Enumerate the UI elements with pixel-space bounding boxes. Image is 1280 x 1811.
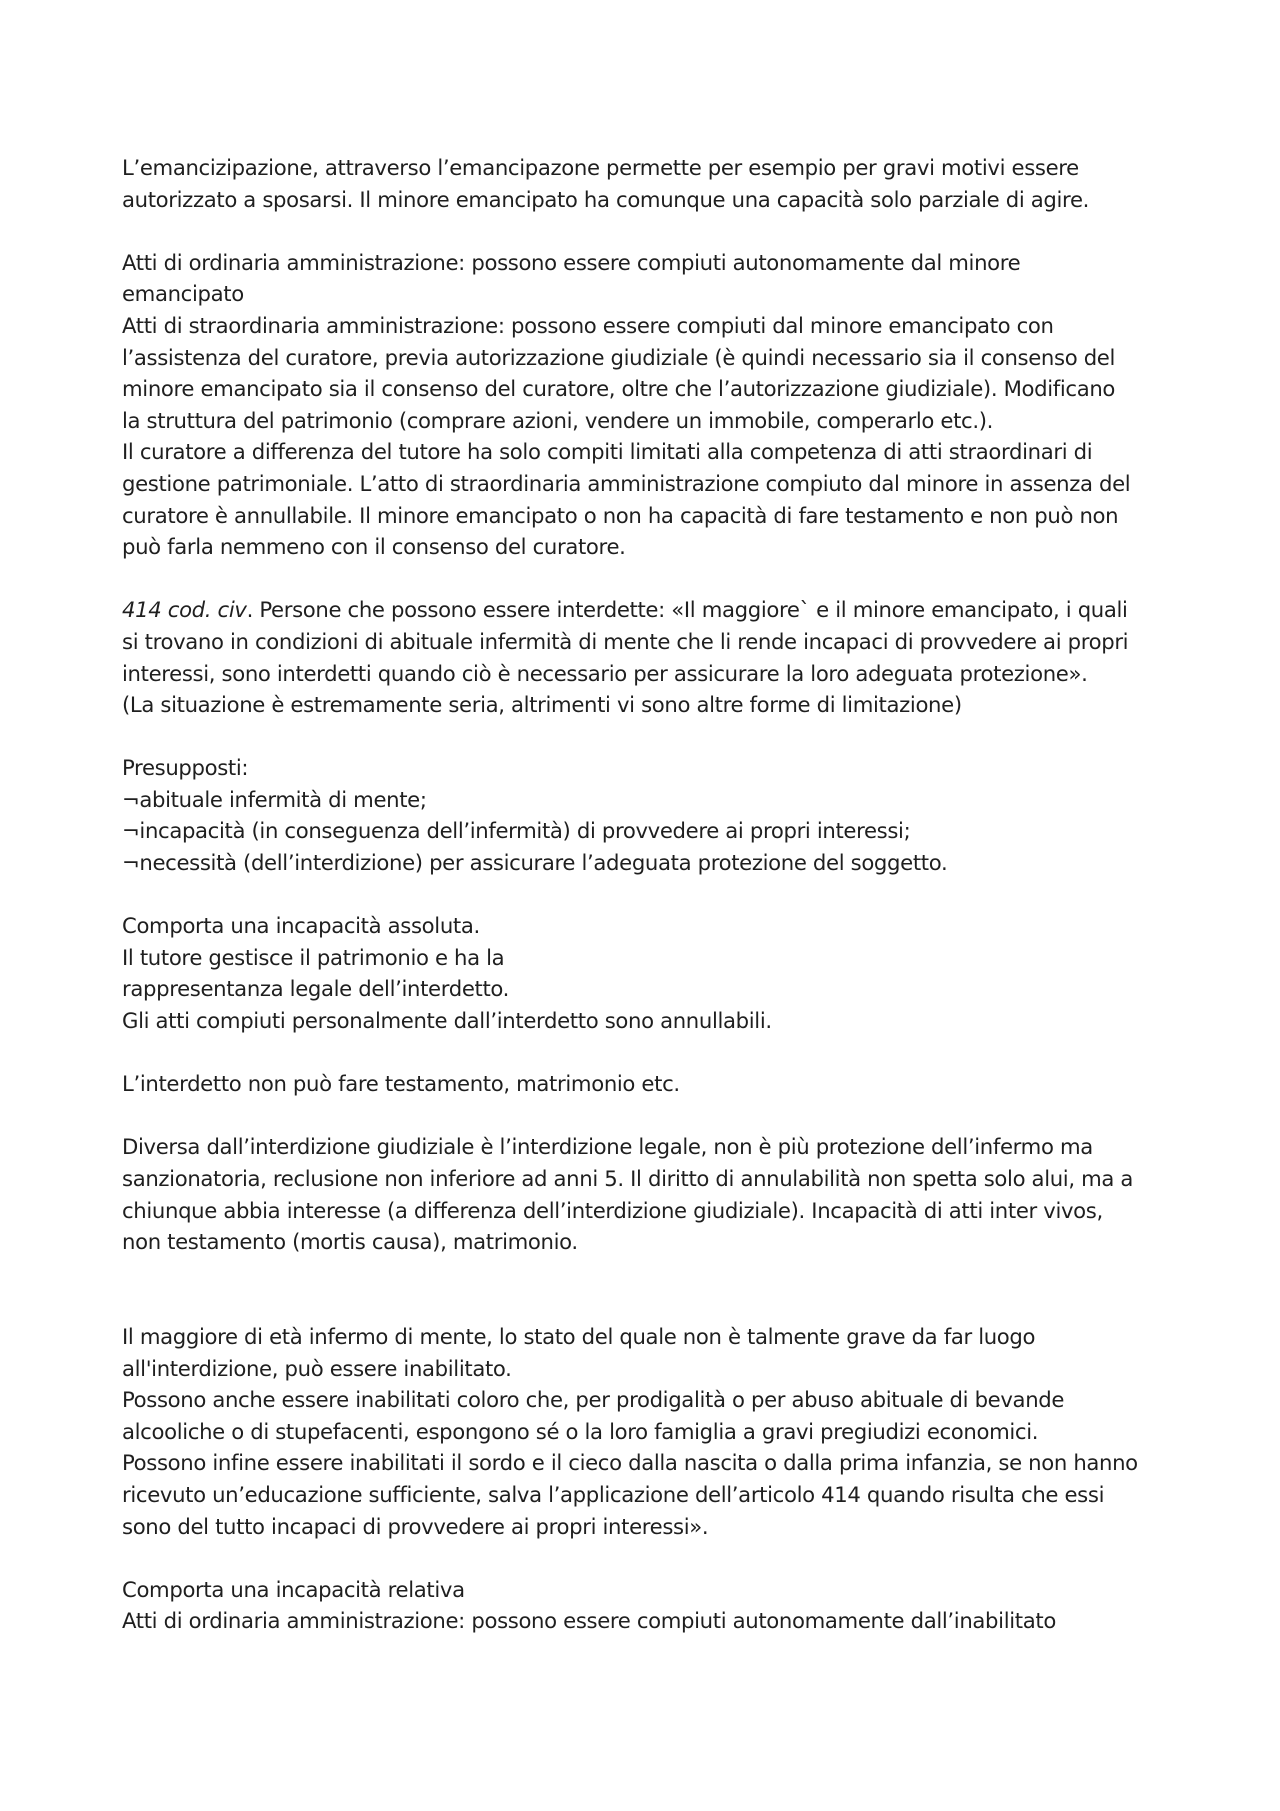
text-line: Gli atti compiuti personalmente dall’interdetto sono annullabili. xyxy=(122,1008,772,1034)
paragraph-incapacita-relativa xyxy=(122,1574,1172,1637)
text-fragment: . Persone che possono essere interdette: «Il maggiore` e il minore emancipato, i quali xyxy=(246,597,1128,623)
paragraph-inabilitazione xyxy=(122,1321,1172,1542)
text-line: Possono infine essere inabilitati il sordo e il cieco dalla nascita o dalla prima infanzia, se non hanno xyxy=(122,1450,1138,1476)
text-line: minore emancipato sia il consenso del curatore, oltre che l’autorizzazione giudiziale). Modificano xyxy=(122,376,1116,402)
paragraph-emancipazione xyxy=(122,152,1172,215)
text-line: rappresentanza legale dell’interdetto. xyxy=(122,976,510,1002)
list-item: ¬necessità (dell’interdizione) per assicurare l’adeguata protezione del soggetto. xyxy=(122,850,948,876)
text-line: Atti di ordinaria amministrazione: possono essere compiuti autonomamente dal minore xyxy=(122,249,1021,275)
list-item: ¬abituale infermità di mente; xyxy=(122,786,427,812)
text-line: all'interdizione, può essere inabilitato. xyxy=(122,1355,512,1381)
paragraph-atti-amministrazione xyxy=(122,247,1172,563)
paragraph-art-414 xyxy=(122,594,1172,720)
text-line: Atti di ordinaria amministrazione: possono essere compiuti autonomamente dall’inabilitato xyxy=(122,1608,1056,1634)
text-line: curatore è annullabile. Il minore emancipato o non ha capacità di fare testamento e non può non xyxy=(122,502,1119,528)
text-line: emancipato xyxy=(122,281,244,307)
text-line: L’interdetto non può fare testamento, matrimonio etc. xyxy=(122,1071,680,1097)
text-line: l’assistenza del curatore, previa autorizzazione giudiziale (è quindi necessario sia il consenso del xyxy=(122,344,1116,370)
text-line: autorizzato a sposarsi. Il minore emancipato ha comunque una capacità solo parziale di agire. xyxy=(122,186,1090,212)
blank-line xyxy=(122,1100,1172,1132)
text-line: Il maggiore di età infermo di mente, lo stato del quale non è talmente grave da far luogo xyxy=(122,1323,1036,1349)
text-line: Il curatore a differenza del tutore ha solo compiti limitati alla competenza di atti straordinari di xyxy=(122,439,1093,465)
blank-line xyxy=(122,1258,1172,1321)
text-line: sono del tutto incapaci di provvedere ai propri interessi». xyxy=(122,1513,709,1539)
text-line: Presupposti: xyxy=(122,755,249,781)
blank-line xyxy=(122,879,1172,911)
text-line: Diversa dall’interdizione giudiziale è l’interdizione legale, non è più protezione dell’infermo ma xyxy=(122,1134,1093,1160)
text-line: alcooliche o di stupefacenti, espongono sé o la loro famiglia a gravi pregiudizi economici. xyxy=(122,1418,1039,1444)
blank-line xyxy=(122,215,1172,247)
text-line: Comporta una incapacità relativa xyxy=(122,1576,465,1602)
list-item: ¬incapacità (in conseguenza dell’infermità) di provvedere ai propri interessi; xyxy=(122,818,911,844)
text-line: ricevuto un’educazione sufficiente, salva l’applicazione dell’articolo 414 quando risulta che essi xyxy=(122,1481,1105,1507)
blank-line xyxy=(122,1037,1172,1069)
text-line: si trovano in condizioni di abituale infermità di mente che li rende incapaci di provvedere ai propri xyxy=(122,628,1129,654)
text-line: la struttura del patrimonio (comprare azioni, vendere un immobile, comperarlo etc.). xyxy=(122,407,994,433)
blank-line xyxy=(122,1542,1172,1574)
text-line: L’emancizipazione, attraverso l’emancipazone permette per esempio per gravi motivi essere xyxy=(122,155,1079,180)
text-line: gestione patrimoniale. L’atto di straordinaria amministrazione compiuto dal minore in assenza del xyxy=(122,470,1131,496)
blank-line xyxy=(122,563,1172,595)
text-line: Possono anche essere inabilitati coloro che, per prodigalità o per abuso abituale di bevande xyxy=(122,1387,1065,1413)
text-line: sanzionatoria, reclusione non inferiore ad anni 5. Il diritto di annulabilità non spetta solo alui, ma a xyxy=(122,1166,1134,1191)
text-line: Il tutore gestisce il patrimonio e ha la xyxy=(122,944,505,970)
text-line: non testamento (mortis causa), matrimonio. xyxy=(122,1229,578,1255)
text-line: Atti di straordinaria amministrazione: possono essere compiuti dal minore emancipato con xyxy=(122,312,1054,338)
text-line xyxy=(122,594,1172,626)
paragraph-interdetto xyxy=(122,1068,1172,1100)
paragraph-presupposti xyxy=(122,752,1172,878)
text-line: chiunque abbia interesse (a differenza dell’interdizione giudiziale). Incapacità di atti inter vivos, xyxy=(122,1197,1103,1223)
document-body xyxy=(122,152,1172,1637)
paragraph-incapacita-assoluta xyxy=(122,910,1172,1036)
paragraph-interdizione-legale xyxy=(122,1131,1172,1257)
article-citation: 414 cod. civ xyxy=(122,597,247,623)
text-line: Comporta una incapacità assoluta. xyxy=(122,913,480,939)
text-line: interessi, sono interdetti quando ciò è necessario per assicurare la loro adeguata protezione». xyxy=(122,660,1088,686)
text-line: può farla nemmeno con il consenso del curatore. xyxy=(122,534,626,560)
blank-line xyxy=(122,721,1172,753)
text-line: (La situazione è estremamente seria, altrimenti vi sono altre forme di limitazione) xyxy=(122,692,962,718)
